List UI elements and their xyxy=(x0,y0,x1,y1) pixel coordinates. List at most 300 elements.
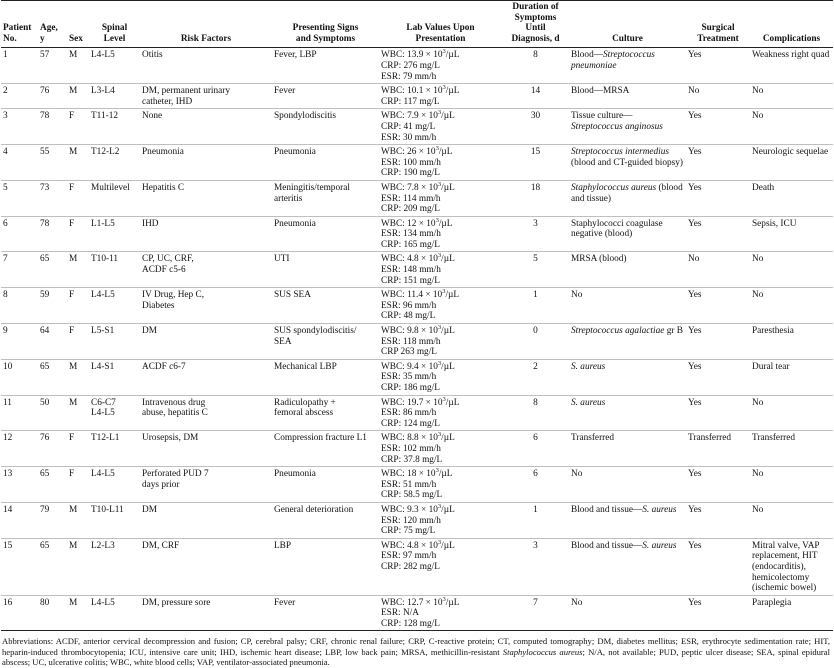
lab-line xyxy=(381,265,500,276)
cell-surgical-treatment: Yes xyxy=(688,290,702,301)
cell-sex: F xyxy=(69,290,75,301)
lab-text: ESR: 96 mm/h xyxy=(381,300,437,311)
lab-unit: /µL xyxy=(441,504,455,515)
lab-text: WBC: 7.9 × 10 xyxy=(381,111,438,122)
lab-text: WBC: 4.8 × 10 xyxy=(381,254,438,265)
lab-line xyxy=(381,480,500,491)
table-body xyxy=(1,48,833,631)
cell-culture xyxy=(569,324,686,360)
cell-culture xyxy=(569,359,686,395)
cell-line: L4-L5 xyxy=(91,408,115,419)
header-sex: Sex xyxy=(69,33,83,44)
lab-text: ESR: 102 mm/h xyxy=(381,443,441,454)
lab-text: ESR: 120 mm/h xyxy=(381,515,441,526)
cell-line: None xyxy=(142,111,163,122)
cell-patient-no: 5 xyxy=(3,182,8,193)
cell-spinal-level xyxy=(89,48,140,84)
cell-spinal-level xyxy=(89,467,140,503)
cell-patient-no: 7 xyxy=(3,254,8,265)
cell-line: Dural tear xyxy=(752,361,790,372)
cell-presenting-signs xyxy=(272,467,379,503)
cell-age: 65 xyxy=(40,254,50,265)
table-row xyxy=(1,395,833,431)
cell-culture xyxy=(569,216,686,252)
cell-surgical-treatment: Yes xyxy=(688,397,702,408)
cell-duration: 8 xyxy=(533,397,538,408)
lab-exponent: 3 xyxy=(437,359,442,367)
cell-line: DM, CRF xyxy=(142,540,180,551)
cell-line: No xyxy=(752,290,764,301)
lab-unit: /µL xyxy=(445,86,460,97)
cell-surgical-treatment: No xyxy=(688,86,700,97)
header-risk-factors: Risk Factors xyxy=(180,33,232,44)
cell-sex: M xyxy=(69,86,78,97)
lab-unit: /µL xyxy=(445,397,460,408)
lab-exponent: 3 xyxy=(437,323,442,331)
lab-text: ESR: 100 mm/h xyxy=(381,157,441,168)
cell-presenting-signs xyxy=(272,48,379,84)
cell-culture xyxy=(569,180,686,216)
lab-text: WBC: 26 × 10 xyxy=(381,147,436,158)
cell-presenting-signs xyxy=(272,502,379,538)
cell-line: catheter, IHD xyxy=(142,96,193,107)
cell-patient-no: 12 xyxy=(3,433,13,444)
lab-exponent: 3 xyxy=(442,84,446,92)
lab-exponent: 3 xyxy=(437,431,442,439)
cell-complications xyxy=(750,538,833,595)
text-run: Blood and tissue— xyxy=(571,540,643,551)
cell-surgical-treatment: Transferred xyxy=(688,433,732,444)
cell-surgical-treatment: Yes xyxy=(688,469,702,480)
header-culture: Culture xyxy=(612,33,643,44)
cell-duration: 1 xyxy=(533,504,538,515)
cell-patient-no: 10 xyxy=(3,361,13,372)
lab-line xyxy=(381,61,500,72)
lab-exponent: 3 xyxy=(437,180,442,188)
cell-presenting-signs xyxy=(272,180,379,216)
lab-text: CRP: 58.5 mg/L xyxy=(381,490,443,501)
cell-line: CP, UC, CRF, xyxy=(142,254,194,265)
cell-complications xyxy=(750,467,833,503)
lab-text: WBC: 11.4 × 10 xyxy=(381,290,443,301)
lab-text: CRP: 151 mg/L xyxy=(381,275,440,286)
cell-culture xyxy=(569,538,686,595)
cell-risk-factors xyxy=(140,502,272,538)
cell-lab-values xyxy=(379,180,502,216)
cell-presenting-signs xyxy=(272,359,379,395)
cell-patient-no: 8 xyxy=(3,290,8,301)
lab-text: CRP: 282 mg/L xyxy=(381,561,440,572)
cell-surgical-treatment: Yes xyxy=(688,147,702,158)
lab-line xyxy=(381,372,500,383)
lab-unit: /µL xyxy=(445,597,460,608)
table-row xyxy=(1,216,833,252)
lab-line xyxy=(381,619,500,630)
cell-line: Otitis xyxy=(142,50,163,61)
cell-line: UTI xyxy=(274,254,290,265)
cell-complications xyxy=(750,145,833,181)
lab-line xyxy=(381,419,500,430)
cell-line: No xyxy=(752,254,764,265)
lab-line xyxy=(381,180,500,194)
cell-spinal-level xyxy=(89,395,140,431)
text-run: Tissue culture— xyxy=(571,111,633,122)
text-run: Abbreviations: ACDF, anterior cervical decompression and fusion; CP, cerebral palsy; CRF, chronic renal failure; CRP, C-reactive protein; CT, computed tomography; DM, diabetes mellitus; ESR, erythrocyte sedimentation rate; HIT, heparin-induced thrombocytopenia; ICU, intensive care unit; IHD, ischemic heart disease; LBP, low back pain; MRSA, methicillin-resistant xyxy=(2,636,830,657)
cell-risk-factors xyxy=(140,84,272,109)
table-row xyxy=(1,84,833,109)
lab-line xyxy=(381,433,500,444)
lab-text: ESR: N/A xyxy=(381,608,419,619)
lab-text: WBC: 9.3 × 10 xyxy=(381,504,438,515)
cell-age: 76 xyxy=(40,86,50,97)
cell-risk-factors xyxy=(140,359,272,395)
lab-text: ESR: 114 mm/h xyxy=(381,193,441,204)
lab-text: CRP: 276 mg/L xyxy=(381,60,440,71)
cell-complications xyxy=(750,324,833,360)
cell-spinal-level xyxy=(89,109,140,145)
cell-surgical-treatment: Yes xyxy=(688,361,702,372)
cell-presenting-signs xyxy=(272,252,379,288)
table-row xyxy=(1,288,833,324)
header-age: Age, y xyxy=(40,23,58,44)
cell-line: Neurologic sequelae xyxy=(752,147,829,158)
lab-text: CRP: 124 mg/L xyxy=(381,418,440,429)
cell-patient-no: 1 xyxy=(3,50,8,61)
cell-line: L4-L5 xyxy=(91,290,115,301)
cell-line: L3-L4 xyxy=(91,86,115,97)
cell-surgical-treatment: Yes xyxy=(688,111,702,122)
cell-duration: 1 xyxy=(533,290,538,301)
cell-surgical-treatment: No xyxy=(688,254,700,265)
cell-duration: 18 xyxy=(530,182,541,193)
table-row xyxy=(1,467,833,503)
cell-duration: 0 xyxy=(533,326,538,337)
cell-line: SUS SEA xyxy=(274,290,311,301)
cell-lab-values xyxy=(379,502,502,538)
italic-text: S. aureus xyxy=(642,540,677,551)
cell-spinal-level xyxy=(89,252,140,288)
cell-lab-values xyxy=(379,145,502,181)
cell-risk-factors xyxy=(140,252,272,288)
cell-duration: 14 xyxy=(530,86,541,97)
text-run: Staphylococci coagulase negative (blood) xyxy=(571,218,663,240)
cell-culture xyxy=(569,395,686,431)
lab-unit: /µL xyxy=(441,361,455,372)
cell-line: (endocarditis), xyxy=(752,561,806,572)
cell-culture xyxy=(569,145,686,181)
cell-patient-no: 4 xyxy=(3,147,8,158)
lab-exponent: 3 xyxy=(442,48,446,56)
lab-text: CRP: 209 mg/L xyxy=(381,204,440,215)
header-spinal-level: Spinal Level xyxy=(101,23,128,44)
cell-sex: M xyxy=(69,597,78,608)
lab-text: ESR: 51 mm/h xyxy=(381,479,437,490)
lab-line xyxy=(381,133,500,144)
lab-text: CRP: 48 mg/L xyxy=(381,311,436,322)
cell-age: 65 xyxy=(40,469,50,480)
table-row xyxy=(1,502,833,538)
cell-line: Death xyxy=(752,182,775,193)
lab-text: CRP: 41 mg/L xyxy=(381,121,436,132)
lab-unit: /µL xyxy=(441,433,455,444)
lab-unit: /µL xyxy=(438,147,453,158)
lab-text: ESR: 134 mm/h xyxy=(381,229,441,240)
lab-line xyxy=(381,311,500,322)
lab-exponent: 3 xyxy=(442,595,446,603)
cell-line: L4-L5 xyxy=(91,597,115,608)
lab-line xyxy=(381,72,500,83)
cell-age: 65 xyxy=(40,540,50,551)
cell-risk-factors xyxy=(140,109,272,145)
cell-culture xyxy=(569,595,686,631)
cell-culture xyxy=(569,84,686,109)
cell-surgical-treatment: Yes xyxy=(688,504,702,515)
lab-line xyxy=(381,204,500,215)
lab-text: CRP: 128 mg/L xyxy=(381,618,440,629)
cell-line: Mechanical LBP xyxy=(274,361,337,372)
lab-line xyxy=(381,608,500,619)
lab-unit: /µL xyxy=(438,218,453,229)
lab-exponent: 3 xyxy=(437,109,442,117)
cell-patient-no: 15 xyxy=(3,540,13,551)
lab-line xyxy=(381,216,500,230)
cell-age: 73 xyxy=(40,182,50,193)
cell-presenting-signs xyxy=(272,324,379,360)
cell-presenting-signs xyxy=(272,395,379,431)
cell-presenting-signs xyxy=(272,595,379,631)
cell-sex: F xyxy=(69,433,75,444)
lab-line xyxy=(381,86,500,97)
lab-unit: /µL xyxy=(441,111,455,122)
table-row xyxy=(1,180,833,216)
table-row xyxy=(1,145,833,181)
cell-presenting-signs xyxy=(272,288,379,324)
table-row xyxy=(1,538,833,595)
lab-line xyxy=(381,455,500,466)
lab-line xyxy=(381,50,500,61)
cell-line: DM, pressure sore xyxy=(142,597,211,608)
lab-text: WBC: 18 × 10 xyxy=(381,469,436,480)
cell-sex: M xyxy=(69,50,78,61)
lab-line xyxy=(381,111,500,122)
lab-text: CRP 263 mg/L xyxy=(381,347,437,358)
cell-duration: 8 xyxy=(533,50,538,61)
cell-culture xyxy=(569,48,686,84)
lab-text: ESR: 79 mm/h xyxy=(381,71,437,82)
lab-line xyxy=(381,147,500,158)
cell-age: 78 xyxy=(40,218,50,229)
cell-sex: M xyxy=(69,504,78,515)
text-run: ; N/A, not available; PUD, peptic ulcer disease; SEA, spinal epidural abscess; UC, ulcerative colitis; WBC, white blood cells; VAP, ventilator-associated pneumonia. xyxy=(2,646,830,668)
cell-line: No xyxy=(752,111,764,122)
cell-line: IHD xyxy=(142,218,159,229)
cell-line: Pneumonia xyxy=(142,147,184,158)
lab-exponent: 3 xyxy=(435,145,439,153)
text-run: (blood and CT-guided biopsy) xyxy=(571,157,683,168)
italic-text: anginosus xyxy=(622,121,663,132)
italic-text: Streptococcus xyxy=(571,121,623,132)
cell-line: SUS spondylodiscitis/ xyxy=(274,326,357,337)
text-run: gr B xyxy=(664,326,683,337)
lab-text: WBC: 12 × 10 xyxy=(381,218,436,229)
cell-presenting-signs xyxy=(272,84,379,109)
cell-surgical-treatment: Yes xyxy=(688,218,702,229)
italic-text: Streptococcus intermedius xyxy=(571,147,670,158)
cell-line: days prior xyxy=(142,479,180,490)
cell-risk-factors xyxy=(140,538,272,595)
cell-presenting-signs xyxy=(272,216,379,252)
cell-age: 64 xyxy=(40,326,50,337)
cell-line: Sepsis, ICU xyxy=(752,218,797,229)
cell-line: L4-L5 xyxy=(91,469,115,480)
cell-duration: 30 xyxy=(530,111,541,122)
lab-text: CRP: 165 mg/L xyxy=(381,239,440,250)
cell-line: Weakness right quad xyxy=(752,50,830,61)
cell-line: Pneumonia xyxy=(274,218,316,229)
cell-age: 57 xyxy=(40,50,50,61)
lab-line xyxy=(381,526,500,537)
cell-complications xyxy=(750,216,833,252)
lab-text: ESR: 35 mm/h xyxy=(381,372,437,383)
lab-text: WBC: 7.8 × 10 xyxy=(381,182,438,193)
italic-text: Streptococcus agalactiae xyxy=(571,326,665,337)
cell-line: Intravenous drug xyxy=(142,397,206,408)
cell-line: T11-12 xyxy=(91,111,119,122)
lab-line xyxy=(381,337,500,348)
italic-text: Staphylococcus aureus xyxy=(502,646,583,657)
cell-lab-values xyxy=(379,538,502,595)
table-row xyxy=(1,431,833,467)
cell-patient-no: 13 xyxy=(3,469,13,480)
cell-spinal-level xyxy=(89,288,140,324)
cell-spinal-level xyxy=(89,431,140,467)
table-row xyxy=(1,252,833,288)
cell-age: 78 xyxy=(40,111,50,122)
cell-risk-factors xyxy=(140,595,272,631)
cell-line: DM xyxy=(142,326,157,337)
cell-patient-no: 3 xyxy=(3,111,8,122)
cell-patient-no: 6 xyxy=(3,218,8,229)
cell-patient-no: 16 xyxy=(3,597,13,608)
cell-line: L2-L3 xyxy=(91,540,115,551)
cell-surgical-treatment: Yes xyxy=(688,597,702,608)
cell-culture xyxy=(569,288,686,324)
cell-lab-values xyxy=(379,395,502,431)
lab-line xyxy=(381,469,500,480)
abbreviations-footnote xyxy=(2,636,830,667)
cell-age: 55 xyxy=(40,147,50,158)
cell-line: General deterioration xyxy=(274,504,354,515)
lab-unit: /µL xyxy=(445,290,460,301)
cell-lab-values xyxy=(379,216,502,252)
cell-lab-values xyxy=(379,252,502,288)
text-run: Transferred xyxy=(571,433,615,444)
header-complications: Complications xyxy=(762,33,821,44)
cell-line: Fever, LBP xyxy=(274,50,317,61)
cell-line: L5-S1 xyxy=(91,326,115,337)
cell-duration: 3 xyxy=(533,540,538,551)
cell-line: Hepatitis C xyxy=(142,182,185,193)
text-run: (blood and tissue) xyxy=(571,182,683,204)
text-run: Blood— xyxy=(571,50,604,61)
cell-complications xyxy=(750,180,833,216)
lab-text: CRP: 37.8 mg/L xyxy=(381,454,443,465)
cell-line: Paraplegia xyxy=(752,597,792,608)
lab-text: CRP: 190 mg/L xyxy=(381,168,440,179)
cell-age: 50 xyxy=(40,397,50,408)
cell-line: SEA xyxy=(274,336,292,347)
lab-line xyxy=(381,502,500,516)
lab-line xyxy=(381,359,500,373)
lab-line xyxy=(381,229,500,240)
lab-text: ESR: 97 mm/h xyxy=(381,551,437,562)
header-surgical-treatment: Surgical Treatment xyxy=(697,23,739,44)
cell-risk-factors xyxy=(140,324,272,360)
lab-unit: /µL xyxy=(441,326,455,337)
cell-surgical-treatment: Yes xyxy=(688,182,702,193)
lab-line xyxy=(381,97,500,108)
cell-presenting-signs xyxy=(272,109,379,145)
cell-line: Transferred xyxy=(752,433,796,444)
cell-complications xyxy=(750,502,833,538)
cell-sex: F xyxy=(69,182,75,193)
cell-duration: 6 xyxy=(533,433,538,444)
lab-line xyxy=(381,595,500,609)
cell-presenting-signs xyxy=(272,538,379,595)
lab-text: WBC: 10.1 × 10 xyxy=(381,86,443,97)
lab-text: WBC: 9.4 × 10 xyxy=(381,361,438,372)
cell-patient-no: 9 xyxy=(3,326,8,337)
lab-line xyxy=(381,168,500,179)
cell-line: Radiculopathy + xyxy=(274,397,336,408)
lab-line xyxy=(381,444,500,455)
cell-line: Pneumonia xyxy=(274,469,316,480)
italic-text: S. aureus xyxy=(642,504,677,515)
cell-culture xyxy=(569,431,686,467)
text-run: Blood—MRSA xyxy=(571,86,630,97)
lab-line xyxy=(381,194,500,205)
cell-line: Meningitis/temporal xyxy=(274,182,350,193)
cell-culture xyxy=(569,109,686,145)
lab-line xyxy=(381,516,500,527)
cell-surgical-treatment: Yes xyxy=(688,326,702,337)
table-row xyxy=(1,324,833,360)
cell-sex: M xyxy=(69,147,78,158)
header-patient: Patient No. xyxy=(3,23,32,44)
lab-line xyxy=(381,254,500,265)
text-run: No xyxy=(571,469,583,480)
cell-line: (ischemic bowel) xyxy=(752,583,817,594)
cell-surgical-treatment: Yes xyxy=(688,50,702,61)
lab-text: WBC: 8.8 × 10 xyxy=(381,433,438,444)
cell-age: 79 xyxy=(40,504,50,515)
italic-text: Streptococcus xyxy=(603,50,655,61)
lab-line xyxy=(381,276,500,287)
cell-line: Urosepsis, DM xyxy=(142,433,199,444)
table-row xyxy=(1,109,833,145)
cell-presenting-signs xyxy=(272,431,379,467)
cell-sex: F xyxy=(69,218,75,229)
cell-patient-no: 14 xyxy=(3,504,13,515)
cell-line: T10-11 xyxy=(91,254,119,265)
lab-unit: /µL xyxy=(445,50,460,61)
text-run: No xyxy=(571,597,583,608)
cell-line: Multilevel xyxy=(91,182,130,193)
italic-text: Staphylococcus aureus xyxy=(571,182,657,193)
cell-risk-factors xyxy=(140,467,272,503)
text-run: No xyxy=(571,290,583,301)
cell-line: No xyxy=(752,469,764,480)
